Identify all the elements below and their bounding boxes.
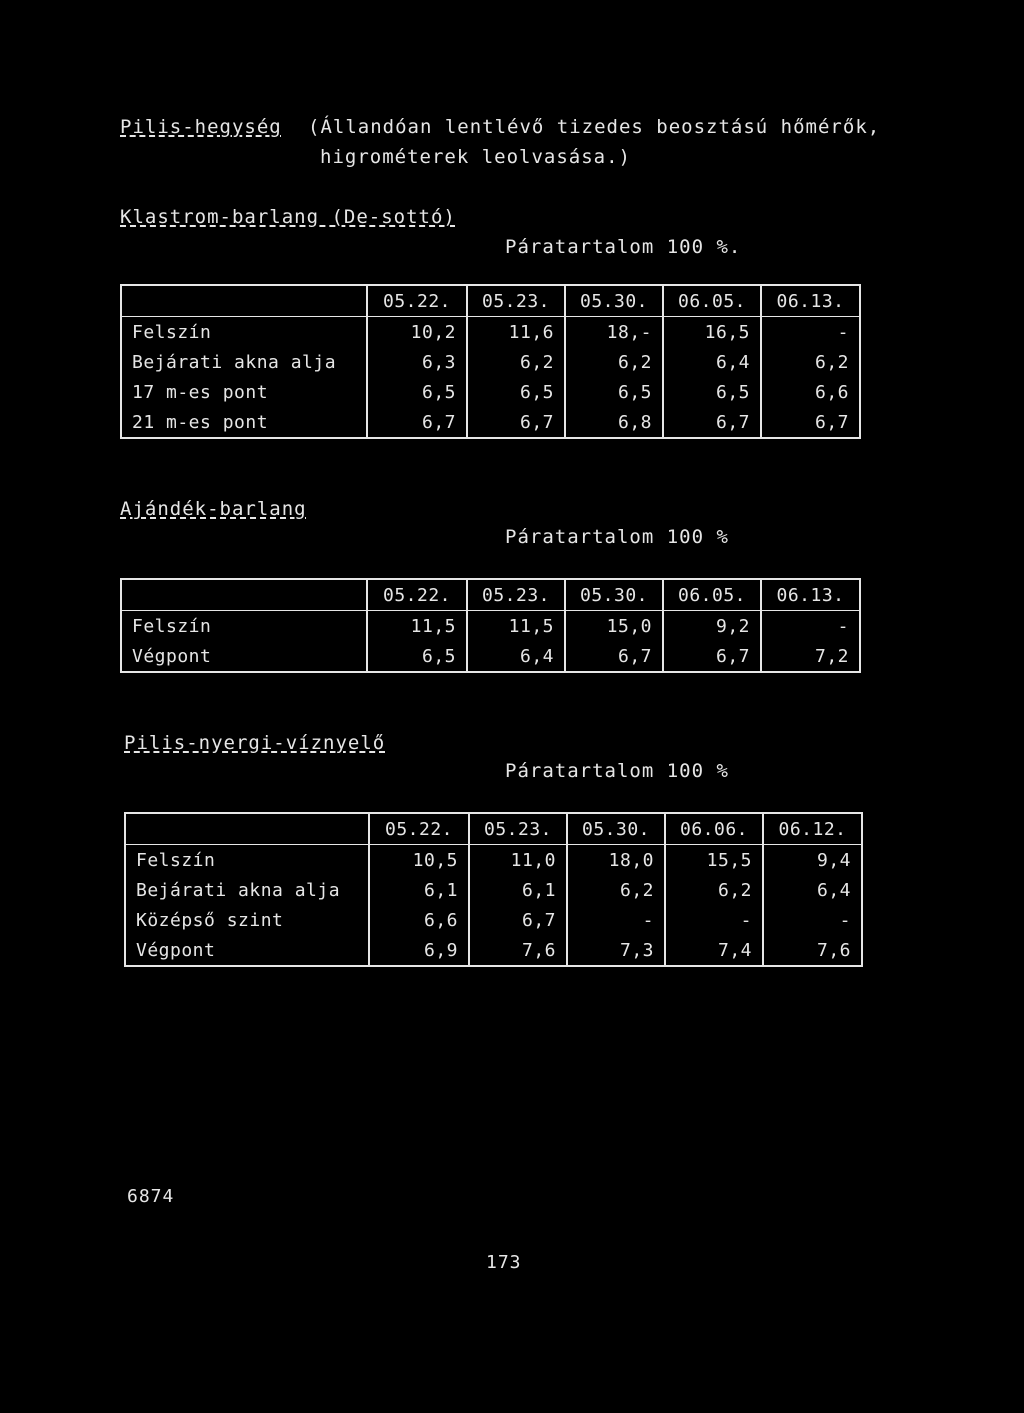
header-corner-cell [125, 813, 369, 845]
value-cell: 7,3 [567, 935, 665, 966]
row-label: Felszín [125, 845, 369, 876]
value-cell: 7,6 [763, 935, 862, 966]
value-cell: 6,5 [663, 377, 761, 407]
humidity-label-klastrom: Páratartalom 100 %. [505, 236, 742, 258]
intro-note-line1: (Állandóan lentlévő tizedes beosztású hőmérők, [308, 116, 881, 138]
value-cell: 6,7 [663, 407, 761, 438]
data-table-klastrom [120, 284, 861, 439]
value-cell: 10,5 [369, 845, 469, 876]
date-header-cell: 06.05. [663, 579, 761, 611]
table-row [125, 905, 862, 935]
section-title-klastrom: Klastrom-barlang (De-sottó) [120, 206, 456, 228]
section-title-ajandek: Ajándék-barlang [120, 498, 307, 520]
date-header-cell: 06.13. [761, 285, 860, 317]
date-header-cell: 06.13. [761, 579, 860, 611]
value-cell: 6,2 [467, 347, 565, 377]
value-cell: 6,2 [565, 347, 663, 377]
value-cell: - [761, 611, 860, 642]
date-header-cell: 05.23. [467, 285, 565, 317]
region-title: Pilis-hegység [120, 116, 282, 138]
date-header-cell: 05.30. [565, 579, 663, 611]
page-number: 173 [486, 1252, 522, 1273]
date-header-cell: 05.23. [467, 579, 565, 611]
value-cell: 6,7 [761, 407, 860, 438]
value-cell: 11,5 [467, 611, 565, 642]
value-cell: - [763, 905, 862, 935]
value-cell: 6,4 [467, 641, 565, 672]
value-cell: 6,1 [469, 875, 567, 905]
data-table-ajandek [120, 578, 861, 673]
section-title-pilis-nyergi: Pilis-nyergi-víznyelő [124, 732, 386, 754]
value-cell: 6,8 [565, 407, 663, 438]
value-cell: 6,7 [565, 641, 663, 672]
table-row [125, 935, 862, 966]
value-cell: 15,5 [665, 845, 763, 876]
row-label: Végpont [125, 935, 369, 966]
date-header-cell: 05.22. [367, 579, 467, 611]
document-code: 6874 [127, 1186, 175, 1207]
intro-note-line2: higrométerek leolvasása.) [320, 146, 631, 168]
value-cell: 9,2 [663, 611, 761, 642]
row-label: Felszín [121, 611, 367, 642]
value-cell: 11,0 [469, 845, 567, 876]
value-cell: 6,5 [367, 641, 467, 672]
row-label: 17 m-es pont [121, 377, 367, 407]
value-cell: 18,0 [567, 845, 665, 876]
value-cell: 7,6 [469, 935, 567, 966]
row-label: Bejárati akna alja [121, 347, 367, 377]
value-cell: 15,0 [565, 611, 663, 642]
row-label: Bejárati akna alja [125, 875, 369, 905]
value-cell: 6,6 [761, 377, 860, 407]
table-row [121, 641, 860, 672]
table-row [125, 845, 862, 876]
value-cell: 6,6 [369, 905, 469, 935]
value-cell: 6,5 [467, 377, 565, 407]
date-header-cell: 05.23. [469, 813, 567, 845]
date-header-cell: 05.30. [565, 285, 663, 317]
value-cell: 6,7 [367, 407, 467, 438]
value-cell: 10,2 [367, 317, 467, 348]
row-label: Középső szint [125, 905, 369, 935]
header-corner-cell [121, 285, 367, 317]
table-header-row [121, 285, 860, 317]
date-header-cell: 06.06. [665, 813, 763, 845]
date-header-cell: 06.05. [663, 285, 761, 317]
date-header-cell: 05.30. [567, 813, 665, 845]
table-header-row [125, 813, 862, 845]
date-header-cell: 05.22. [367, 285, 467, 317]
value-cell: 6,7 [467, 407, 565, 438]
value-cell: 6,4 [763, 875, 862, 905]
value-cell: 6,4 [663, 347, 761, 377]
value-cell: - [665, 905, 763, 935]
table-row [121, 317, 860, 348]
value-cell: 6,5 [565, 377, 663, 407]
header-corner-cell [121, 579, 367, 611]
table-row [121, 377, 860, 407]
table-row [121, 407, 860, 438]
table-row [125, 875, 862, 905]
value-cell: - [567, 905, 665, 935]
value-cell: 7,4 [665, 935, 763, 966]
humidity-label-pilis-nyergi: Páratartalom 100 % [505, 760, 729, 782]
value-cell: 6,2 [665, 875, 763, 905]
value-cell: 9,4 [763, 845, 862, 876]
value-cell: 11,6 [467, 317, 565, 348]
date-header-cell: 06.12. [763, 813, 862, 845]
data-table-pilis-nyergi [124, 812, 863, 967]
value-cell: 6,2 [761, 347, 860, 377]
value-cell: 6,1 [369, 875, 469, 905]
table-row [121, 611, 860, 642]
value-cell: 6,5 [367, 377, 467, 407]
value-cell: 7,2 [761, 641, 860, 672]
value-cell: 6,7 [663, 641, 761, 672]
row-label: 21 m-es pont [121, 407, 367, 438]
value-cell: 6,3 [367, 347, 467, 377]
value-cell: 6,2 [567, 875, 665, 905]
date-header-cell: 05.22. [369, 813, 469, 845]
value-cell: 6,7 [469, 905, 567, 935]
table-row [121, 347, 860, 377]
row-label: Végpont [121, 641, 367, 672]
row-label: Felszín [121, 317, 367, 348]
value-cell: - [761, 317, 860, 348]
value-cell: 16,5 [663, 317, 761, 348]
table-header-row [121, 579, 860, 611]
humidity-label-ajandek: Páratartalom 100 % [505, 526, 729, 548]
value-cell: 6,9 [369, 935, 469, 966]
value-cell: 18,- [565, 317, 663, 348]
value-cell: 11,5 [367, 611, 467, 642]
